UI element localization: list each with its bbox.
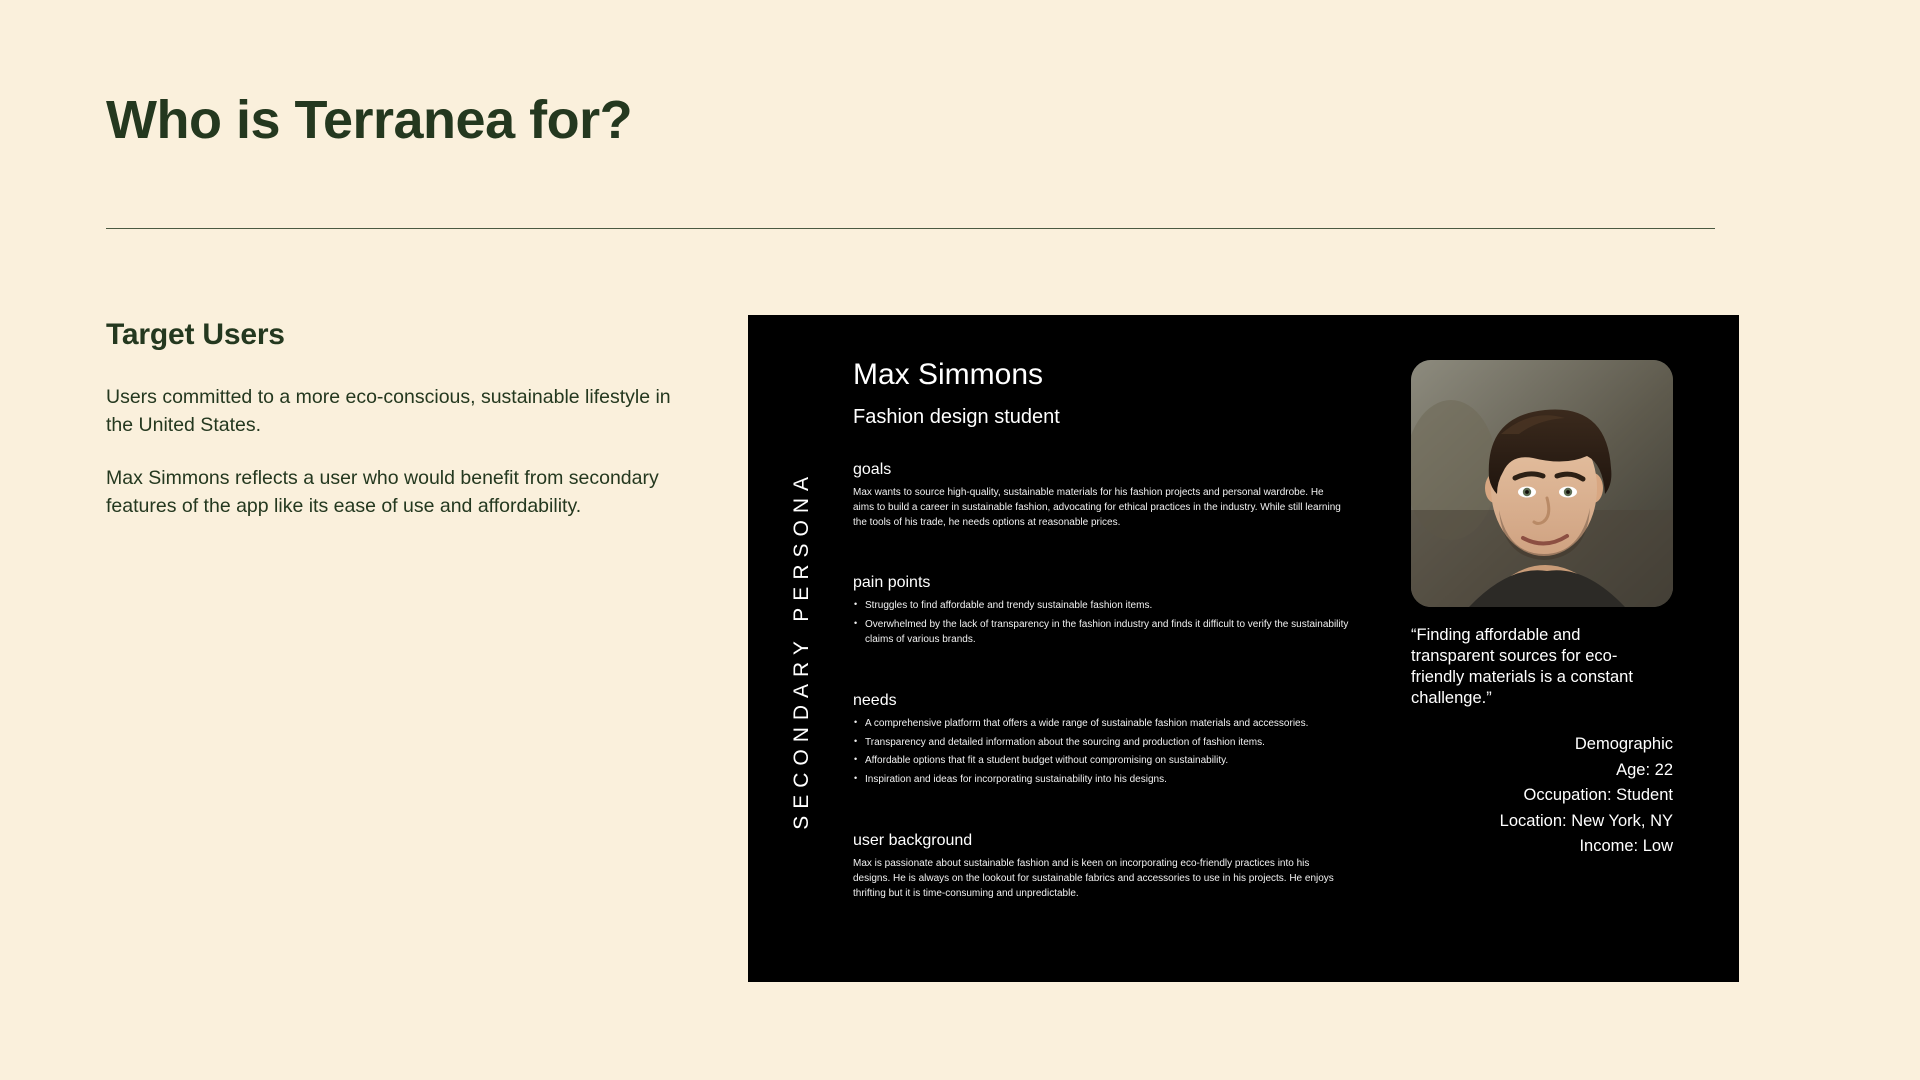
demographic-heading: Demographic — [1574, 735, 1673, 753]
needs-list — [853, 717, 1383, 788]
header-divider — [106, 228, 1715, 229]
goals-heading: goals — [853, 461, 892, 478]
persona-quote: “Finding affordable and transparent sources for eco-friendly materials is a constant challenge.” — [1411, 626, 1633, 707]
demographic-age: Age: 22 — [1616, 760, 1673, 779]
persona-photo — [1411, 360, 1673, 607]
persona-name: Max Simmons — [853, 358, 1044, 391]
persona-side-label — [782, 365, 822, 935]
persona-details — [853, 357, 1383, 945]
user-background-section — [853, 832, 1383, 901]
section-heading: Target Users — [106, 318, 285, 351]
body-paragraph-2: Max Simmons reflects a user who would benefit from secondary features of the app like its ease of use and affordability. — [106, 467, 659, 518]
body-paragraph-1: Users committed to a more eco-conscious, sustainable lifestyle in the United States. — [106, 386, 671, 436]
pain-points-heading: pain points — [853, 574, 931, 592]
user-background-text: Max is passionate about sustainable fashion and is keen on incorporating eco-friendly practices into his designs. He is always on the lookout for sustainable fabrics and accessories to use in his projects. He enjoys thrifting but it is time-consuming and unpredictable. — [853, 857, 1334, 899]
page-title: Who is Terranea for? — [106, 90, 633, 150]
demographic-block — [1500, 732, 1673, 860]
demographic-income: Income: Low — [1579, 837, 1673, 856]
pain-points-list — [853, 599, 1383, 647]
goals-text: Max wants to source high-quality, sustainable materials for his fashion projects and personal wardrobe. He aims to build a career in sustainable fashion, advocating for ethical practices in the industry. While still learning the tools of his trade, he needs options at reasonable prices. — [853, 487, 1341, 528]
left-column — [106, 318, 706, 547]
list-item: • Affordable options that fit a student budget without compromising on sustainability. — [853, 754, 1353, 769]
persona-side-label-text: SECONDARY PERSONA — [790, 470, 813, 830]
list-item: • A comprehensive platform that offers a wide range of sustainable fashion materials and accessories. — [853, 717, 1353, 732]
list-item: • Inspiration and ideas for incorporating sustainability into his designs. — [853, 773, 1353, 788]
needs-heading: needs — [853, 691, 897, 709]
demographic-occupation: Occupation: Student — [1523, 786, 1673, 805]
persona-card — [748, 315, 1739, 982]
demographic-location: Location: New York, NY — [1499, 811, 1673, 830]
pain-points-section — [853, 574, 1383, 647]
persona-role: Fashion design student — [853, 406, 1060, 428]
goals-section — [853, 461, 1383, 530]
portrait-photo-icon — [1411, 360, 1673, 607]
list-item: • Overwhelmed by the lack of transparency in the fashion industry and finds it difficult to verify the sustainability claims of various brands. — [853, 618, 1353, 648]
needs-section — [853, 692, 1383, 788]
user-background-heading: user background — [853, 831, 973, 849]
list-item: • Transparency and detailed information about the sourcing and production of fashion items. — [853, 736, 1353, 751]
list-item: • Struggles to find affordable and trendy sustainable fashion items. — [853, 599, 1353, 614]
